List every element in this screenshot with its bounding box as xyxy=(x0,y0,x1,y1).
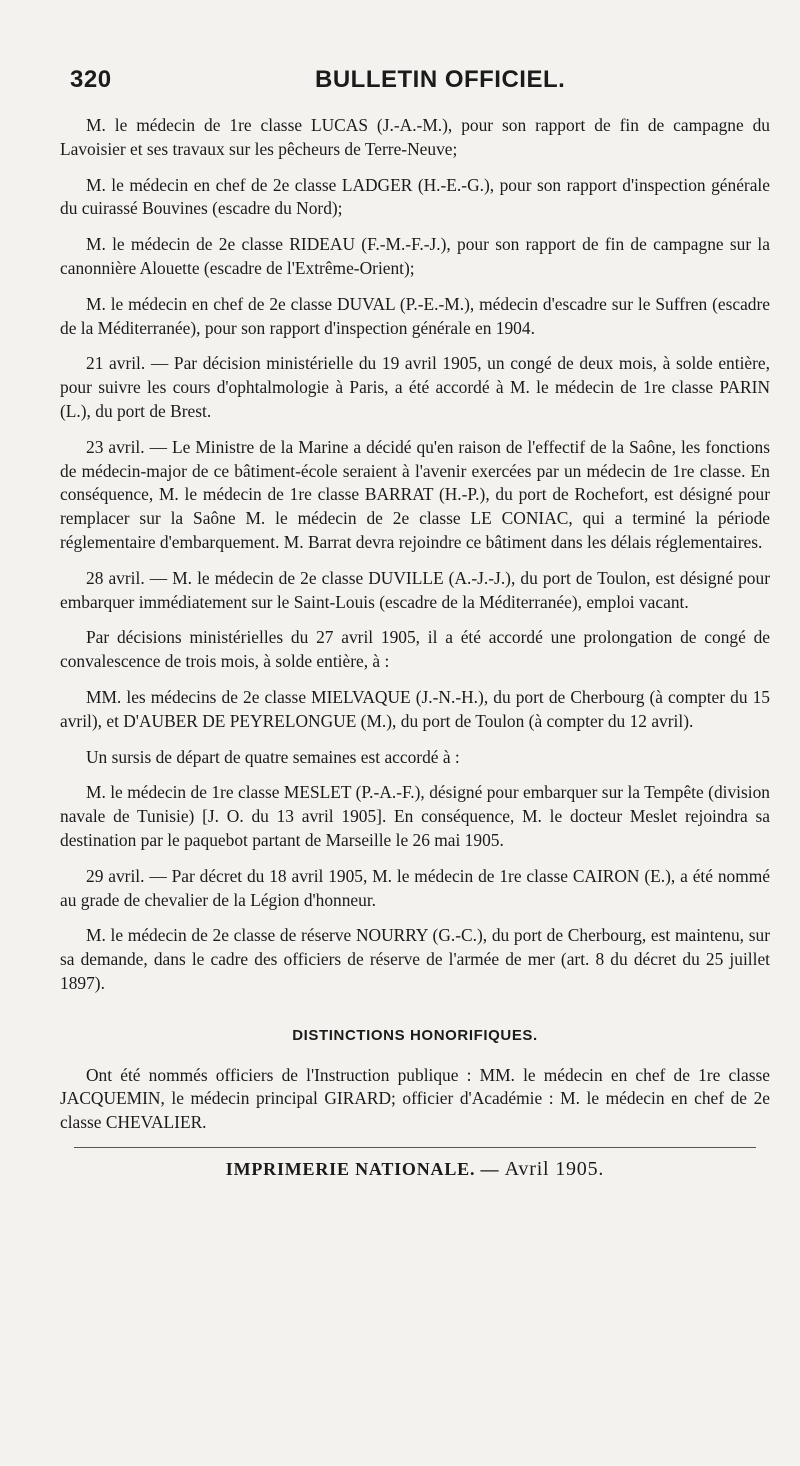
paragraph: M. le médecin de 2e classe de réserve NOURRY (G.-C.), du port de Cherbourg, est maintenu, sur sa demande, dans le cadre des officiers de réserve de l'armée de mer (art. 8 du décret du 25 juillet 1897). xyxy=(60,925,770,993)
imprint-printer: IMPRIMERIE NATIONALE. — xyxy=(225,1158,500,1179)
paragraph: 23 avril. — Le Ministre de la Marine a décidé qu'en raison de l'effectif de la Saône, les fonctions de médecin-major de ce bâtiment-école seraient à l'avenir exercées par un médecin de 1re classe. En conséquence, M. le médecin de 1re classe BARRAT (H.-P.), du port de Rochefort, est désigné pour remplacer sur la Saône M. le médecin de 2e classe LE CONIAC, qui a terminé la période réglementaire d'embarquement. M. Barrat devra rejoindre ce bâtiment dans les délais réglementaires. xyxy=(60,436,770,552)
paragraph: M. le médecin en chef de 2e classe LADGER (H.-E.-G.), pour son rapport d'inspection générale du cuirassé Bouvines (escadre du Nord); xyxy=(60,174,770,219)
paragraph: M. le médecin en chef de 2e classe DUVAL (P.-E.-M.), médecin d'escadre sur le Suffren (escadre de la Méditerranée), pour son rapport d'inspection générale en 1904. xyxy=(60,293,770,338)
paragraph: M. le médecin de 1re classe MESLET (P.-A.-F.), désigné pour embarquer sur la Tempête (division navale de Tunisie) [J. O. du 13 avril 1905]. En conséquence, M. le docteur Meslet rejoindra sa destination par le paquebot partant de Marseille le 26 mai 1905. xyxy=(60,782,770,850)
paragraph: 28 avril. — M. le médecin de 2e classe DUVILLE (A.-J.-J.), du port de Toulon, est désigné pour embarquer immédiatement sur le Saint-Louis (escadre de la Méditerranée), emploi vacant. xyxy=(60,567,770,612)
paragraph: MM. les médecins de 2e classe MIELVAQUE (J.-N.-H.), du port de Cherbourg (à compter du 15 avril), et D'AUBER DE PEYRELONGUE (M.), du port de Toulon (à compter du 12 avril). xyxy=(60,686,770,731)
paragraph: 21 avril. — Par décision ministérielle du 19 avril 1905, un congé de deux mois, à solde entière, pour suivre les cours d'ophtalmologie à Paris, a été accordé à M. le médecin de 1re classe PARIN (L.), du port de Brest. xyxy=(60,353,770,421)
page-body xyxy=(60,114,770,1182)
imprint xyxy=(60,1158,770,1182)
page-number: 320 xyxy=(70,66,112,93)
paragraph: M. le médecin de 2e classe RIDEAU (F.-M.-F.-J.), pour son rapport de fin de campagne sur la canonnière Alouette (escadre de l'Extrême-Orient); xyxy=(60,234,770,278)
page-header xyxy=(70,66,770,106)
running-title: BULLETIN OFFICIEL. xyxy=(315,66,566,93)
imprint-date: Avril 1905. xyxy=(504,1157,605,1180)
paragraph: M. le médecin de 1re classe LUCAS (J.-A.-M.), pour son rapport de fin de campagne du Lavoisier et ses travaux sur les pêcheurs de Terre-Neuve; xyxy=(60,115,770,159)
divider xyxy=(74,1147,756,1148)
paragraph: 29 avril. — Par décret du 18 avril 1905, M. le médecin de 1re classe CAIRON (E.), a été nommé au grade de chevalier de la Légion d'honneur. xyxy=(60,865,770,910)
paragraph: Par décisions ministérielles du 27 avril 1905, il a été accordé une prolongation de congé de convalescence de trois mois, à solde entière, à : xyxy=(60,627,770,672)
section-title: DISTINCTIONS HONORIFIQUES. xyxy=(292,1026,538,1044)
distinctions-paragraph: Ont été nommés officiers de l'Instruction publique : MM. le médecin en chef de 1re classe JACQUEMIN, le médecin principal GIRARD; officier d'Académie : M. le médecin en chef de 2e classe CHEVALIER. xyxy=(60,1064,770,1133)
paragraph: Un sursis de départ de quatre semaines est accordé à : xyxy=(86,746,460,767)
